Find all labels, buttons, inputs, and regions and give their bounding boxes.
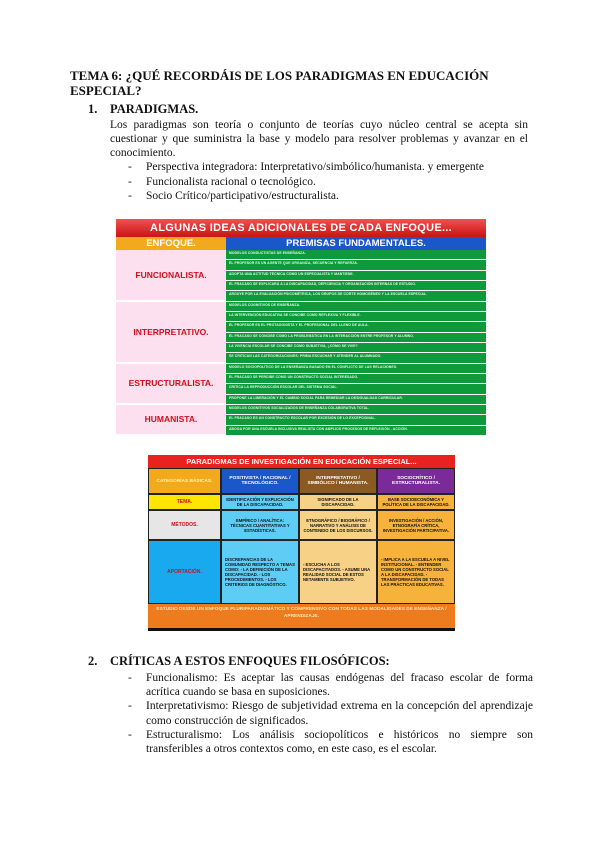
paradigmas-cell: IDENTIFICACIÓN Y EXPLICACIÓN DE LA DISCAPACIDAD. [221,494,299,510]
premisa-row: MODELOS COGNITIVOS SOCIALIZADOS DE ENSEÑANZA COLABORATIVA TOTAL. [226,405,486,415]
premisa-row: CRITICA LA REPRODUCCIÓN ESCOLAR DEL SISTEMA SOCIAL. [226,384,486,394]
paradigmas-table-title: PARADIGMAS DE INVESTIGACIÓN EN EDUCACIÓN ESPECIAL... [148,455,455,468]
premisa-row: EL FRACASO SE PERCIBE COMO UN CONSTRUCTO SOCIAL INTERESADO. [226,374,486,384]
enfoque-label: FUNCIONALISTA. [116,250,226,302]
premisa-row: EL FRACASO SE EXPLICARÁ A LA DISCAPACIDAD, DEFICIENCIA Y ORGANIZACIÓN INTERNAS DE ESTUDIO. [226,281,486,291]
section-1-title: PARADIGMAS. [110,102,199,116]
premisa-row: MODELO SOCIOPOLÍTICO DE LA ENSEÑANZA BASADO EN EL CONFLICTO DE LAS RELACIONES. [226,364,486,374]
paradigmas-header-cell: POSITIVISTA / RACIONAL / TECNOLÓGICO. [221,468,299,494]
paradigmas-cell: SIGNIFICADO DE LA DISCAPACIDAD. [299,494,377,510]
section-2-heading [88,654,390,669]
section-2-bullets [128,671,533,756]
premisa-row: LA VIVENCIA ESCOLAR SE CONCIBE COMO SUBJETIVA, ¿CÓMO SE VIVE? [226,343,486,353]
premisa-row: EL FRACASO ES UN CONSTRUCTO ESCOLAR POR EXCESIÓN DE LO EXCEPCIONAL. [226,415,486,425]
paradigmas-header-cell: CATEGORÍAS BÁSICAS. [148,468,221,494]
premisa-row: EL FRACASO SE CONCIBE COMO LA PROBLEMÁTICA EN LA INTERACCIÓN ENTRE PROFESOR Y ALUMNO. [226,333,486,343]
paradigmas-cell: - ESCUCHA A LOS DISCAPACITADOS. - ASUME UNA REALIDAD SOCIAL DE ESTOS NETAMENTE SUBJETIVO. [299,540,377,604]
bullet-marker: - [128,672,132,684]
list-item: - Estructuralismo: Los análisis sociopolíticos e históricos no siempre son transferibles a otros contextos como, en este caso, es el escolar. [128,728,533,756]
bullet-marker: - [128,175,132,188]
paradigmas-cell: BASE SOCIOECONÓMICA Y POLÍTICA DE LA DISCAPACIDAD. [377,494,455,510]
paradigmas-cell: ETNOGRÁFICO / BIOGRÁFICO / NARRATIVO Y ANÁLISIS DE CONTENIDO DE LOS DISCURSOS. [299,510,377,540]
paradigmas-header-cell: INTERPRETATIVO / SIMBÓLICO / HUMANISTA. [299,468,377,494]
enfoque-labels [116,250,226,436]
list-item: - Interpretativismo: Riesgo de subjetividad extrema en la concepción del aprendizaje como construcción de significados. [128,700,533,727]
ideas-table-header [116,237,486,250]
paradigmas-table-footer: ESTUDIO DESDE UN ENFOQUE PLURIPARADIGMÁTICO Y COMPRENSIVO CON TODAS LAS MODALIDADES DE ENSEÑANZA / APRENDIZAJE. [148,604,455,628]
list-item: - Perspectiva integradora: Interpretativo/simbólico/humanista. y emergente [128,161,484,173]
paradigmas-cell: EMPÍRICO / ANALÍTICA: TÉCNICAS CUANTITATIVAS Y ESTADÍSTICAS. [221,510,299,540]
ideas-enfoque-table [116,219,486,436]
bullet-marker: - [128,728,132,741]
paradigmas-cell: INVESTIGACIÓN / ACCIÓN, ETNOGRAFÍA CRÍTICA, INVESTIGACIÓN PARTICIPATIVA. [377,510,455,540]
document-title: TEMA 6: ¿QUÉ RECORDÁIS DE LOS PARADIGMAS EN EDUCACIÓN ESPECIAL? [70,68,489,98]
section-1-heading [88,102,198,117]
premisa-row: EL PROFESOR ES UN AGENTE QUE ORGANIZA, SECUENCIA Y REFUERZA. [226,260,486,270]
enfoque-label: INTERPRETATIVO. [116,302,226,364]
bullet-marker: - [128,161,132,173]
premisa-row: PROPONE LA LIBERACIÓN Y EL CAMBIO SOCIAL PARA REMEDIAR LA DESIGUALDAD CURRICULAR. [226,395,486,405]
section-1-number: 1. [88,102,98,116]
premisa-row: MODELOS CONDUCTISTAS DE ENSEÑANZA. [226,250,486,260]
paradigmas-header-cell: SOCIOCRÍTICO / ESTRUCTURALISTA. [377,468,455,494]
premisas-rows [226,250,486,436]
list-item: - Funcionalismo: Es aceptar las causas endógenas del fracaso escolar de forma acrítica cuando se basa en suposiciones. [128,672,533,699]
paradigmas-row-label: APORTACIÓN. [148,540,221,604]
section-1-paragraph: Los paradigmas son teoría o conjunto de teorías cuyo núcleo central se acepta sin cuestionar y que suministra la base y modelo para resolver problemas y avanzar en el conocimiento. [110,119,528,159]
list-item: - Socio Crítico/participativo/estructuralista. [128,190,339,202]
premisa-row: ARGUYE POR LA EVALUACIÓN PSICOMÉTRICA, LOS GRUPOS DE CORTE HOMOGÉNEO Y LA ESCUELA ESPECIAL. [226,291,486,301]
ideas-table-body [116,250,486,436]
enfoque-label: ESTRUCTURALISTA. [116,364,226,405]
paradigmas-cell: DISCREPANCIAS DE LA COMUNIDAD RESPECTO A TEMAS COMO: - LA DEFINICIÓN DE LA DISCAPACIDAD. - LOS PROCEDIMIENTOS. - LOS CRITERIOS DE DIAGNÓSTICO. [221,540,299,604]
paradigmas-table-grid [148,468,455,604]
premisa-row: ABOGA POR UNA ESCUELA INCLUSIVA REALISTA CON AMPLIOS PROCESOS DE REFLEXIÓN - ACCIÓN. [226,426,486,436]
paradigmas-investigacion-table [148,455,455,631]
paradigmas-cell: - IMPLICA A LA ESCUELA A NIVEL INSTITUCIONAL. - ENTENDER COMO UN CONSTRUCTO SOCIAL A LA DISCAPACIDAD. - TRANSFORMACIÓN DE TODAS LAS PRÁCTICAS EDUCATIVAS. [377,540,455,604]
bullet-marker: - [128,190,132,202]
premisas-column-header: PREMISAS FUNDAMENTALES. [226,237,486,250]
premisa-row: LA INTERVENCIÓN EDUCATIVA SE CONCIBE COMO REFLEXIVA Y FLEXIBLE. [226,312,486,322]
premisa-row: ADOPTA UNA ACTITUD TÉCNICA COMO UN ESPECIALISTA Y MANTIENE. [226,271,486,281]
enfoque-column-header: ENFOQUE. [116,237,226,250]
premisa-row: EL PROFESOR ES EL PROTAGONISTA Y EL PROFESIONAL DEL LLENO DE AULA. [226,322,486,332]
paradigmas-row-label: MÉTODOS. [148,510,221,540]
bullet-marker: - [128,700,132,713]
paradigmas-row-label: TEMA. [148,494,221,510]
section-2-number: 2. [88,654,98,668]
ideas-table-title: ALGUNAS IDEAS ADICIONALES DE CADA ENFOQUE... [116,219,486,237]
section-1-bullets [128,160,538,204]
section-2-title: CRÍTICAS A ESTOS ENFOQUES FILOSÓFICOS: [110,654,390,668]
premisa-row: SE CRITICAN LAS CATEGORIZACIONES: PRIMA ESCUCHAR Y ATENDER AL ALUMNADO. [226,353,486,363]
enfoque-label: HUMANISTA. [116,405,226,436]
list-item: - Funcionalista racional o tecnológico. [128,175,316,188]
premisa-row: MODELOS COGNITIVOS DE ENSEÑANZA. [226,302,486,312]
